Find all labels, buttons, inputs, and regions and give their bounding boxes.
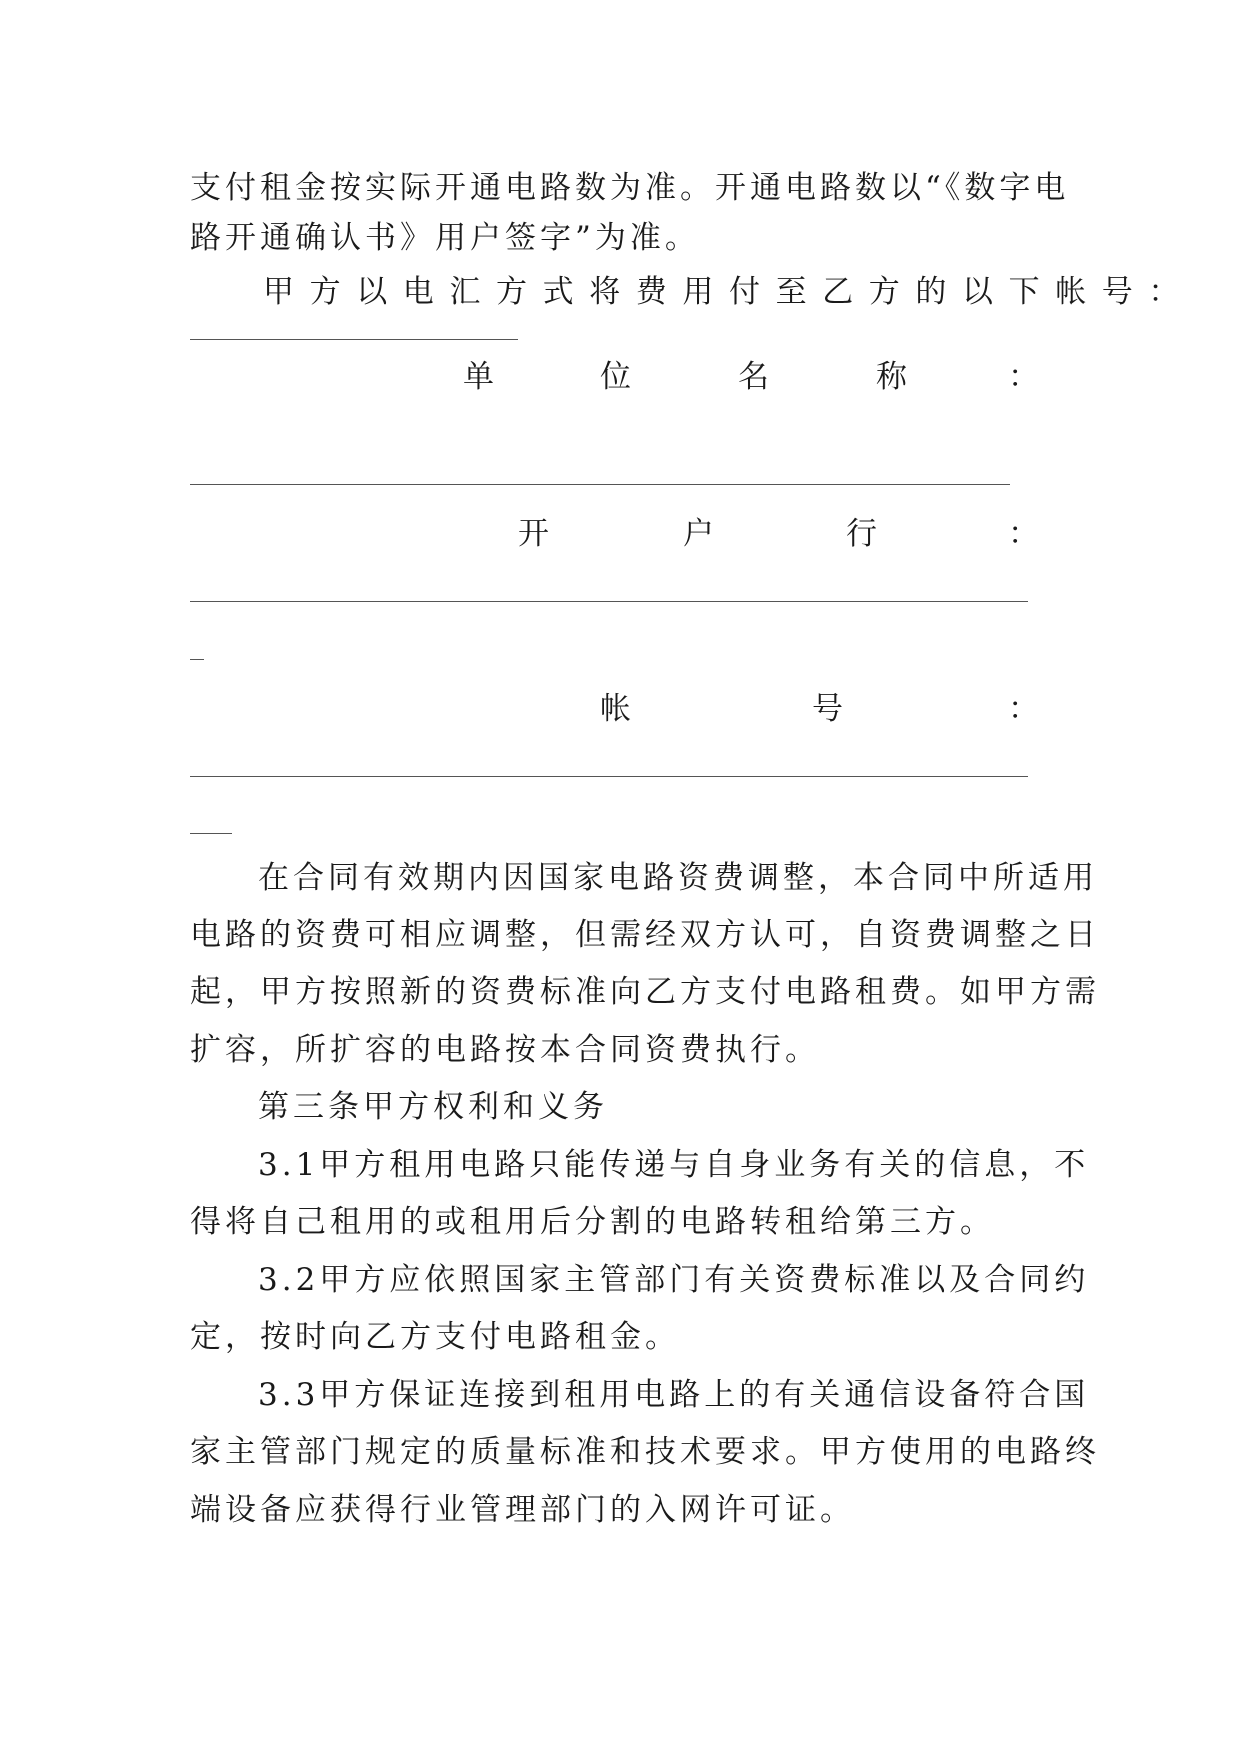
- field-bank: [0, 514, 1241, 554]
- field-char: 单: [463, 359, 494, 395]
- paragraph-line: 在合同有效期内因国家电路资费调整，本合同中所适用: [258, 860, 1098, 896]
- clause-line: 得将自己租用的或租用后分割的电路转租给第三方。: [190, 1204, 995, 1240]
- field-colon: ：: [1008, 359, 1039, 395]
- blank-underline: [190, 659, 204, 660]
- blank-underline: [190, 339, 518, 340]
- field-char: 名: [738, 359, 769, 395]
- field-char: 号: [812, 691, 843, 727]
- blank-underline: [190, 776, 1028, 777]
- clause-line: 定，按时向乙方支付电路租金。: [190, 1319, 680, 1355]
- field-char: 位: [600, 359, 631, 395]
- paragraph-line: 电路的资费可相应调整，但需经双方认可，自资费调整之日: [190, 917, 1100, 953]
- field-colon: ：: [1008, 516, 1039, 552]
- paragraph-line: 路开通确认书》用户签字”为准。: [190, 220, 700, 256]
- blank-underline: [190, 484, 1010, 485]
- field-account: [0, 689, 1241, 729]
- paragraph-line: 扩容，所扩容的电路按本合同资费执行。: [190, 1032, 820, 1068]
- blank-underline: [190, 601, 1028, 602]
- field-char: 称: [876, 359, 907, 395]
- field-char: 开: [518, 516, 549, 552]
- clause-line: 3.2甲方应依照国家主管部门有关资费标准以及合同约: [258, 1262, 1090, 1298]
- payment-instruction-line: [263, 272, 1195, 312]
- paragraph-line: 起，甲方按照新的资费标准向乙方支付电路租费。如甲方需: [190, 974, 1100, 1010]
- field-char: 行: [846, 516, 877, 552]
- section-title: 第三条甲方权利和义务: [258, 1089, 608, 1125]
- field-unit-name: [0, 357, 1241, 397]
- clause-line: 家主管部门规定的质量标准和技术要求。甲方使用的电路终: [190, 1434, 1100, 1470]
- blank-underline: [190, 833, 232, 834]
- payment-instruction-text: 甲方以电汇方式将费用付至乙方的以下帐号：: [263, 274, 1195, 310]
- field-char: 户: [683, 516, 714, 552]
- field-char: 帐: [600, 691, 631, 727]
- clause-line: 端设备应获得行业管理部门的入网许可证。: [190, 1492, 855, 1528]
- clause-line: 3.1甲方租用电路只能传递与自身业务有关的信息，不: [258, 1147, 1090, 1183]
- field-colon: ：: [1008, 691, 1039, 727]
- clause-line: 3.3甲方保证连接到租用电路上的有关通信设备符合国: [258, 1377, 1090, 1413]
- paragraph-line: 支付租金按实际开通电路数为准。开通电路数以“《数字电: [190, 170, 1070, 206]
